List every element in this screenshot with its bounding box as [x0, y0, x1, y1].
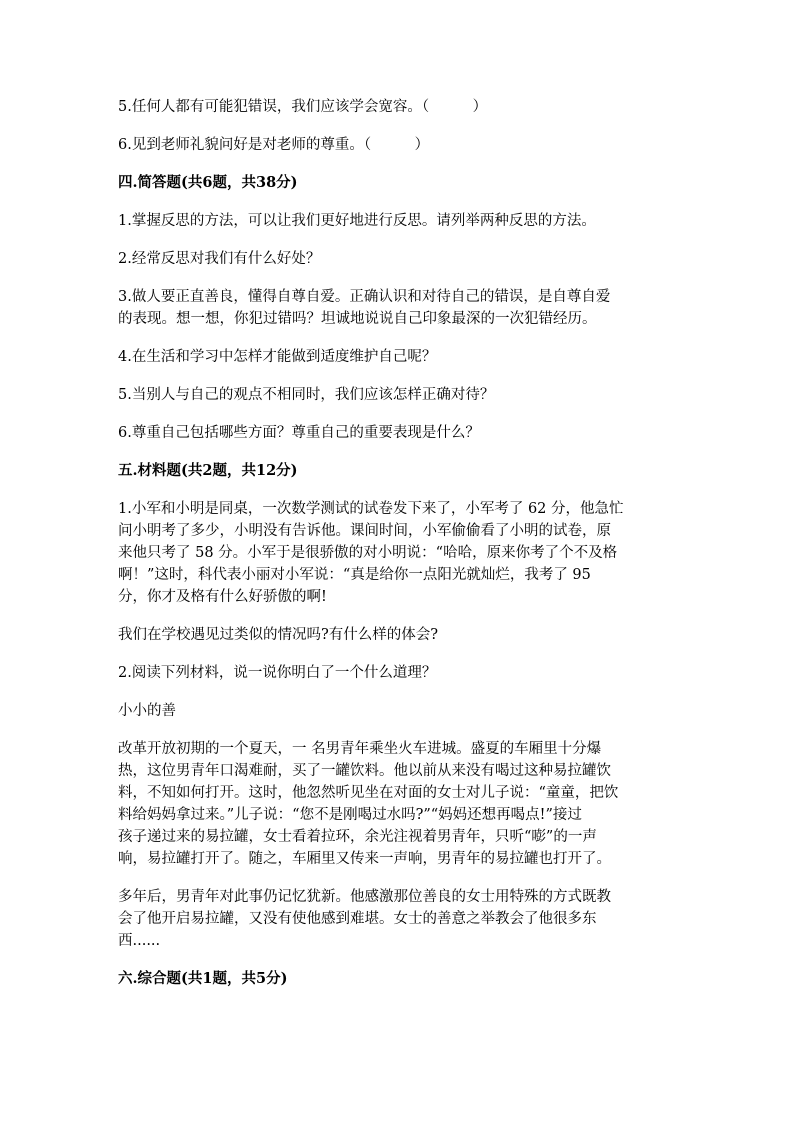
text-line: 西...... — [118, 933, 161, 949]
short-answer-question-5: 5.当别人与自己的观点不相同时，我们应该怎样正确对待？ — [118, 387, 495, 403]
section-heading-material: 五.材料题(共2题，共12分) — [118, 462, 298, 479]
material-question-2-intro: 2.阅读下列材料，说一说你明白了一个什么道理？ — [118, 665, 437, 681]
text-line: 分，你才及格有什么好骄傲的啊! — [118, 589, 327, 605]
text-line: 改革开放初期的一个夏天，一 名男青年乘坐火车进城。盛夏的车厢里十分爆 — [118, 741, 602, 757]
text-line: 多年后，男青年对此事仍记忆犹新。他感激那位善良的女士用特殊的方式既教 — [118, 889, 611, 905]
text-line: 1.小军和小明是同桌，一次数学测试的试卷发下来了，小军考了 62 分，他急忙 — [118, 501, 624, 517]
document-page — [118, 96, 678, 990]
material-story-paragraph-1 — [118, 738, 678, 870]
text-line: 会了他开启易拉罐，又没有使他感到难堪。女士的善意之举教会了他很多东 — [118, 911, 597, 927]
short-answer-question-2: 2.经常反思对我们有什么好处？ — [118, 251, 321, 267]
tf-question-6: 6.见到老师礼貌问好是对老师的尊重。（ ） — [118, 137, 430, 153]
text-line: 料，不知如何打开。这时，他忽然听见坐在对面的女士对儿子说：“童童，把饮 — [118, 785, 619, 801]
short-answer-question-4: 4.在生活和学习中怎样才能做到适度维护自己呢？ — [118, 349, 437, 365]
text-line: 来他只考了 58 分。小军于是很骄傲的对小明说：“哈哈，原来你考了个不及格 — [118, 545, 618, 561]
material-question-1-prompt: 我们在学校遇见过类似的情况吗?有什么样的体会? — [118, 627, 439, 643]
section-heading-short-answer: 四.简答题(共6题，共38分) — [118, 174, 298, 191]
short-answer-question-6: 6.尊重自己包括哪些方面？尊重自己的重要表现是什么？ — [118, 425, 480, 441]
material-story-paragraph-2 — [118, 886, 678, 952]
short-answer-question-1: 1.掌握反思的方法，可以让我们更好地进行反思。请列举两种反思的方法。 — [118, 213, 596, 229]
short-answer-question-3 — [118, 286, 678, 330]
tf-question-5: 5.任何人都有可能犯错误，我们应该学会宽容。（ ） — [118, 99, 488, 115]
text-line: 热，这位男青年口渴难耐，买了一罐饮料。他以前从来没有喝过这种易拉罐饮 — [118, 763, 611, 779]
material-story-title: 小小的善 — [118, 703, 176, 719]
text-line: 响，易拉罐打开了。随之，车厢里又传来一声响，男青年的易拉罐也打开了。 — [118, 851, 611, 867]
text-line: 料给妈妈拿过来。”儿子说：“您不是刚喝过水吗?”“妈妈还想再喝点!”接过 — [118, 807, 582, 823]
text-line: 3.做人要正直善良，懂得自尊自爱。正确认识和对待自己的错误，是自尊自爱 — [118, 289, 611, 305]
section-heading-comprehensive: 六.综合题(共1题，共5分) — [118, 970, 288, 987]
text-line: 的表现。想一想，你犯过错吗？坦诚地说说自己印象最深的一次犯错经历。 — [118, 311, 597, 327]
text-line: 问小明考了多少，小明没有告诉他。课间时间，小军偷偷看了小明的试卷，原 — [118, 523, 611, 539]
material-question-1 — [118, 498, 678, 608]
text-line: 孩子递过来的易拉罐，女士看着拉环，余光注视着男青年，只听“嘭”的一声 — [118, 829, 597, 845]
text-line: 啊！”这时，科代表小丽对小军说：“真是给你一点阳光就灿烂，我考了 95 — [118, 567, 591, 583]
